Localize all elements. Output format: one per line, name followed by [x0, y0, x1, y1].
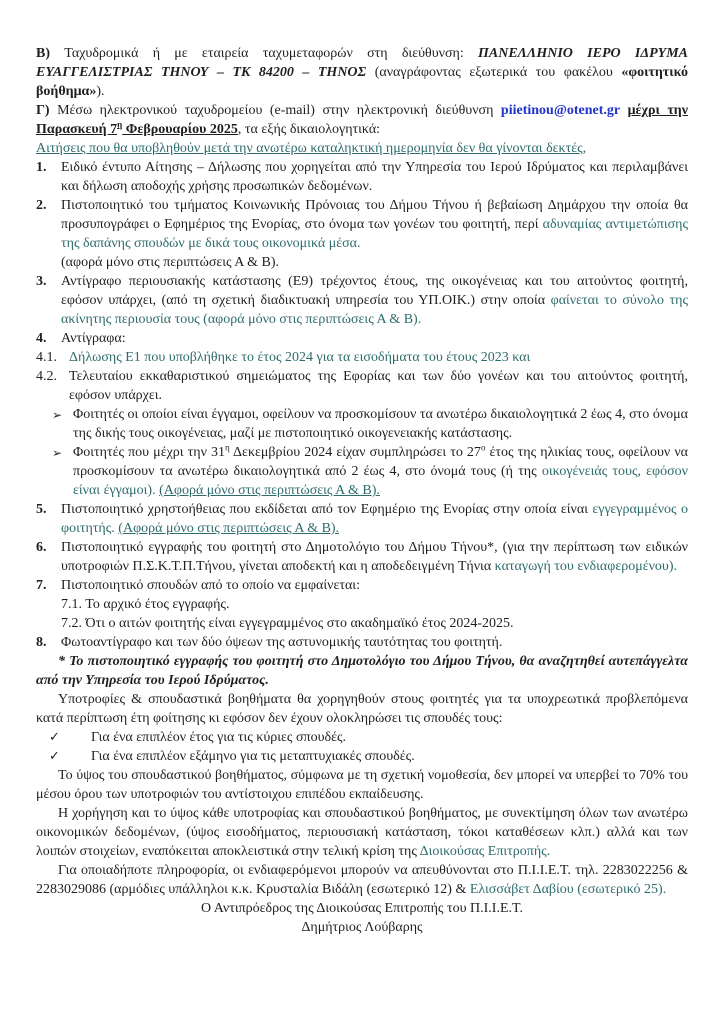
- signature-title: [36, 899, 688, 918]
- text-run: η: [225, 442, 230, 453]
- list-item-3: [36, 272, 688, 329]
- text-run: Δήλωσης Ε1 που υποβλήθηκε το έτος 2024 για τα εισοδήματα του έτους 2023 και: [69, 350, 531, 365]
- text-run: εγγεγραμμένος ο φοιτητής.: [61, 502, 688, 536]
- text-run: Δημήτριος Λούβαρης: [301, 920, 423, 935]
- text-run: 7.1. Το αρχικό έτος εγγραφής.: [61, 597, 230, 612]
- list-marker: 8.: [36, 635, 47, 650]
- text-run: Ελισσάβετ Δαβίου (εσωτερικό 25).: [469, 882, 667, 897]
- text-run: Φωτοαντίγραφο και των δύο όψεων της αστυνομικής ταυτότητας του φοιτητή.: [61, 635, 503, 650]
- text-run: 7.2. Ότι ο αιτών φοιτητής είναι εγγεγραμμένος στο ακαδημαϊκό έτος 2024-2025.: [61, 616, 514, 631]
- text-run: αδυναμίας αντιμετώπισης της δαπάνης σπουδών με δικά τους οικονομικά μέσα.: [61, 217, 688, 251]
- text-run: Αιτήσεις που θα υποβληθούν μετά την ανωτέρω καταληκτική ημερομηνία δεν θα γίνονται δεκτές,: [36, 141, 587, 156]
- document-content: [36, 44, 688, 937]
- list-marker: 4.1.: [36, 350, 57, 365]
- text-run: Πιστοποιητικό εγγραφής του φοιτητή στο Δημοτολόγιο του Δήμου Τήνου*, (για την περίπτωση των ειδικών υποτροφιών Π.Σ.Κ.Τ.Π.Τήνου, γίνεται αποδεκτή και η αποδεδειγμένη Τήνια: [61, 540, 688, 574]
- text-run: Ταχυδρομικά ή με εταιρεία ταχυμεταφορών στη διεύθυνση:: [64, 46, 478, 61]
- list-item-1: [36, 158, 688, 196]
- list-item-7-2: [36, 614, 688, 633]
- list-marker: 3.: [36, 274, 47, 289]
- text-run: Υποτροφίες & σπουδαστικά βοηθήματα θα χορηγηθούν στους φοιτητές για τα υποχρεωτικά προβλεπόμενα κατά περίπτωση έτη φοίτησης κι εφόσον δεν έχουν ολοκληρώσει τις σπουδές τους:: [36, 692, 688, 726]
- list-marker: 1.: [36, 160, 47, 175]
- list-item-5: [36, 500, 688, 538]
- checkmark-icon: ✓: [49, 730, 60, 745]
- text-run: Πιστοποιητικό του τμήματος Κοινωνικής Πρόνοιας του Δήμου Τήνου ή βεβαίωση Δημάρχου την οποία θα προσυπογράφει ο Εφημέριος της Ενορίας, στο όνομα των γονέων του φοιτητή, περί: [61, 198, 688, 232]
- check-item-extra-year: [36, 728, 688, 747]
- text-run: Αντίγραφα:: [61, 331, 126, 346]
- list-marker: 4.2.: [36, 369, 57, 384]
- text-run: η: [117, 119, 123, 130]
- text-run: Το ύψος του σπουδαστικού βοηθήματος, σύμφωνα με τη σχετική νομοθεσία, δεν μπορεί να υπερβεί το 70% του μέσου όρου των υποτροφιών του αντίστοιχου επιπέδου εκπαίδευσης.: [36, 768, 688, 802]
- text-run: φαίνεται το σύνολο της ακίνητης περιουσία τους (αφορά μόνο στις περιπτώσεις Α & Β).: [61, 293, 688, 327]
- para-contact-info: [36, 861, 688, 899]
- checkmark-icon: ✓: [49, 749, 60, 764]
- text-run: (Αφορά μόνο στις περιπτώσεις Α & Β).: [159, 483, 380, 498]
- text-run: (αναγράφοντας εξωτερικά του φακέλου: [366, 65, 622, 80]
- text-run: Δεκεμβρίου 2024 είχαν συμπληρώσει το 27: [229, 445, 481, 460]
- text-run: έτος της ηλικίας τους, οφείλουν να προσκομίσουν τα ανωτέρω δικαιολογητικά από 2 έως 4, στο όνομά τους (ή της: [73, 445, 688, 479]
- bullet-age-27: [36, 443, 688, 500]
- text-run: Αντίγραφο περιουσιακής κατάστασης (Ε9) τρέχοντος έτους, της οικογένειας και του αιτούντος φοιτητή, εφόσον υπάρχει, (από τη σχετική διαδικτυακή υπηρεσία του ΥΠ.ΟΙΚ.) στην οποία: [61, 274, 688, 308]
- text-run: Ειδικό έντυπο Αίτησης – Δήλωσης που χορηγείται από την Υπηρεσία του Ιερού Ιδρύματος και περιλαμβάνει και δήλωση αποδοχής χρήσης προσωπικών δεδομένων.: [61, 160, 688, 194]
- text-run: ο: [480, 442, 486, 453]
- text-run: Για ένα επιπλέον εξάμηνο για τις μεταπτυχιακές σπουδές.: [91, 749, 415, 764]
- list-marker: 4.: [36, 331, 47, 346]
- arrow-bullet-icon: ➢: [52, 408, 63, 422]
- list-item-7: [36, 576, 688, 595]
- list-marker: 2.: [36, 198, 47, 213]
- text-run: Πιστοποιητικό χρηστοήθειας που εκδίδεται από τον Εφημέριο της Ενορίας στην οποία είναι: [61, 502, 593, 517]
- text-run: Γ): [36, 103, 58, 118]
- text-run: * Το πιστοποιητικό εγγραφής του φοιτητή στο Δημοτολόγιο του Δήμου Τήνου, θα αναζητηθεί αυτεπάγγελτα από την Υπηρεσία του Ιερού Ιδρύματος.: [36, 654, 688, 688]
- text-run: Φοιτητές οι οποίοι είναι έγγαμοι, οφείλουν να προσκομίσουν τα ανωτέρω δικαιολογητικά 2 έως 4, στο όνομα της δικής τους οικογένειας, μαζί με πιστοποιητικό οικογενειακής κατάστασης.: [73, 407, 688, 441]
- email-link[interactable]: piietinou@otenet.gr: [500, 103, 621, 118]
- list-item-7-1: [36, 595, 688, 614]
- text-run: Διοικούσας Επιτροπής.: [419, 844, 551, 859]
- text-run: οικογένειάς τους, εφόσον είναι έγγαμοι).: [73, 464, 688, 498]
- para-amount-cap: [36, 766, 688, 804]
- text-run: Τελευταίου εκκαθαριστικού σημειώματος της Εφορίας και των δύο γονέων και του αιτούντος φοιτητή, εφόσον υπάρχει.: [69, 369, 688, 403]
- arrow-bullet-icon: ➢: [52, 446, 63, 460]
- text-run: , τα εξής δικαιολογητικά:: [237, 122, 381, 137]
- list-item-6: [36, 538, 688, 576]
- text-run: Για ένα επιπλέον έτος για τις κύριες σπουδές.: [91, 730, 347, 745]
- note-municipality-registry: [36, 652, 688, 690]
- check-item-extra-semester: [36, 747, 688, 766]
- text-run: Η χορήγηση και το ύψος κάθε υποτροφίας και σπουδαστικού βοηθήματος, με συνεκτίμηση όλων των ανωτέρω οικονομικών δεδομένων, (ύψος εισοδήματος, περιουσιακή κατάσταση, τόκοι καταθέσεων κλπ.) αλλά και των λοιπών στοιχείων, εναπόκειται αποκλειστικά στην τελική κρίση της: [36, 806, 688, 859]
- text-run: (αφορά μόνο στις περιπτώσεις Α & Β).: [61, 255, 280, 270]
- text-run: Πιστοποιητικό σπουδών από το οποίο να εμφαίνεται:: [61, 578, 360, 593]
- signature-name: [36, 918, 688, 937]
- text-run: Β): [36, 46, 65, 61]
- text-run: ).: [96, 84, 105, 99]
- text-run: καταγωγή του ενδιαφερομένου).: [494, 559, 678, 574]
- para-option-b: [36, 44, 688, 101]
- text-run: Φεβρουαρίου 2025: [122, 122, 238, 137]
- text-run: «φοιτητικό βοήθημα»: [36, 65, 688, 99]
- list-marker: 7.: [36, 578, 47, 593]
- para-committee-discretion: [36, 804, 688, 861]
- text-run: [620, 103, 628, 118]
- list-item-4-2: [36, 367, 688, 405]
- text-run: Για οποιαδήποτε πληροφορία, οι ενδιαφερόμενοι μπορούν να απευθύνονται στο Π.Ι.Ι.Ε.Τ. τηλ. 2283022256 & 2283029086 (αρμόδιες υπάλληλοι κ.κ. Κρυσταλία Βιδάλη (εσωτερικό 12) &: [36, 863, 688, 897]
- list-item-4: [36, 329, 688, 348]
- notice-deadline: [36, 139, 688, 158]
- list-marker: 6.: [36, 540, 47, 555]
- text-run: Μέσω ηλεκτρονικού ταχυδρομείου (e-mail) στην ηλεκτρονική διεύθυνση: [57, 103, 501, 118]
- bullet-married-students: [36, 405, 688, 443]
- list-item-2: [36, 196, 688, 272]
- text-run: (Αφορά μόνο στις περιπτώσεις Α & Β).: [118, 521, 340, 536]
- list-item-8: [36, 633, 688, 652]
- list-marker: 5.: [36, 502, 47, 517]
- list-item-4-1: [36, 348, 688, 367]
- text-run: Φοιτητές που μέχρι την 31: [73, 445, 226, 460]
- text-run: μέχρι την Παρασκευή 7: [36, 103, 688, 137]
- para-option-c: [36, 101, 688, 139]
- para-scholarship-grant: [36, 690, 688, 728]
- text-run: Ο Αντιπρόεδρος της Διοικούσας Επιτροπής του Π.Ι.Ι.Ε.Τ.: [200, 901, 524, 916]
- text-run: ΠΑΝΕΛΛΗΝΙΟ ΙΕΡΟ ΙΔΡΥΜΑ ΕΥΑΓΓΕΛΙΣΤΡΙΑΣ ΤΗΝΟΥ – ΤΚ 84200 – ΤΗΝΟΣ: [36, 46, 688, 80]
